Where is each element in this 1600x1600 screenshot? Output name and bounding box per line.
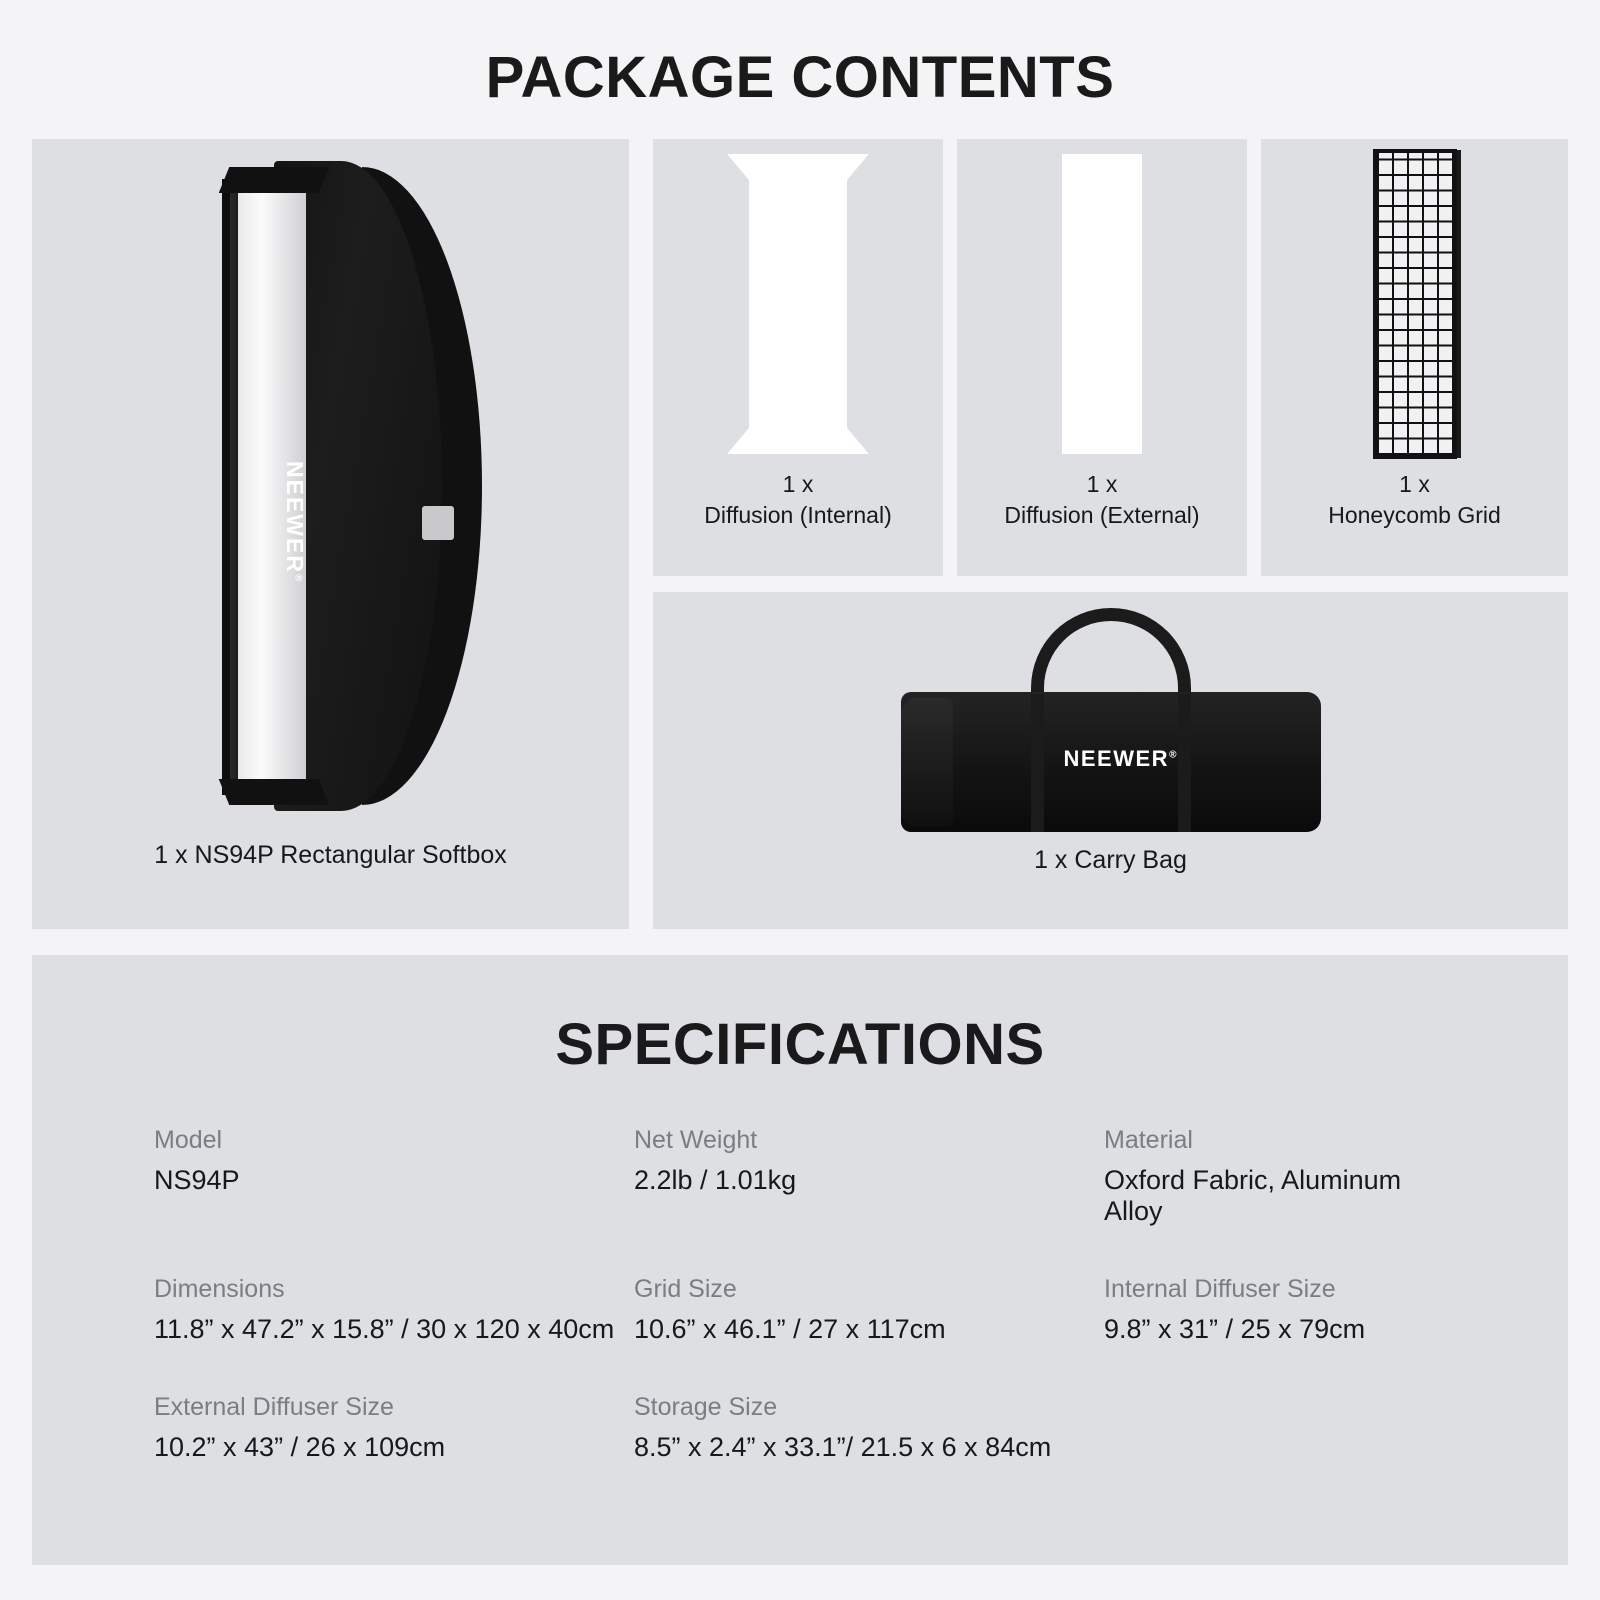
spec-value: 8.5” x 2.4” x 33.1”/ 21.5 x 6 x 84cm (634, 1432, 1052, 1462)
spec-value: 11.8” x 47.2” x 15.8” / 30 x 120 x 40cm (154, 1314, 615, 1344)
spec-item-material (1104, 1126, 1446, 1227)
spec-label: Storage Size (634, 1393, 778, 1421)
specifications-panel (32, 955, 1568, 1565)
softbox-bottom-bracket (219, 779, 330, 805)
package-item-diffusion-internal (653, 139, 943, 576)
diffusion-internal-caption (704, 469, 892, 531)
honeycomb-grid-qty: 1 x (1399, 471, 1430, 497)
package-item-diffusion-external (957, 139, 1247, 576)
package-item-honeycomb-grid (1261, 139, 1568, 576)
honeycomb-grid-caption (1328, 469, 1501, 531)
diffusion-internal-icon (653, 139, 943, 469)
carry-bag-icon (653, 592, 1568, 844)
specifications-grid (32, 1126, 1568, 1463)
spec-item-dimensions (154, 1275, 634, 1345)
spec-value: 10.2” x 43” / 26 x 109cm (154, 1432, 446, 1462)
package-item-softbox (32, 139, 629, 929)
spec-item-empty (1104, 1393, 1446, 1463)
diffusion-internal-qty: 1 x (782, 471, 814, 497)
carry-bag-caption: 1 x Carry Bag (1034, 846, 1187, 874)
softbox-top-bracket (219, 167, 330, 193)
spec-label: Grid Size (634, 1275, 737, 1303)
neewer-logo-bag: NEEWER® (1063, 746, 1178, 771)
softbox-speedring-mount (422, 506, 454, 540)
specifications-title: SPECIFICATIONS (555, 1012, 1045, 1077)
spec-item-storage-size (634, 1393, 1104, 1463)
spec-label: Dimensions (154, 1275, 285, 1303)
carry-bag-strap-left (1031, 694, 1044, 832)
softbox-caption: 1 x NS94P Rectangular Softbox (154, 840, 507, 869)
spec-item-grid-size (634, 1275, 1104, 1345)
diffusion-external-qty: 1 x (1086, 471, 1118, 497)
brand-text: NEEWER (1063, 746, 1170, 771)
diffusion-internal-label: Diffusion (Internal) (704, 502, 892, 529)
spec-value: 9.8” x 31” / 25 x 79cm (1104, 1314, 1366, 1344)
package-contents-title: PACKAGE CONTENTS (485, 45, 1115, 110)
carry-bag-endcap (901, 698, 953, 826)
spec-value: Oxford Fabric, Aluminum Alloy (1104, 1165, 1402, 1226)
spec-item-external-diffuser-size (154, 1393, 634, 1463)
package-contents-grid (32, 139, 1568, 929)
neewer-logo-softbox: NEEWER® (282, 461, 308, 584)
carry-bag-strap-right (1178, 694, 1191, 832)
spec-item-internal-diffuser-size (1104, 1275, 1446, 1345)
spec-label: Material (1104, 1126, 1193, 1154)
honeycomb-grid-label: Honeycomb Grid (1328, 502, 1501, 529)
spec-label: Internal Diffuser Size (1104, 1275, 1336, 1303)
spec-label: Net Weight (634, 1126, 758, 1154)
diffusion-external-icon (957, 139, 1247, 469)
diffusion-external-label: Diffusion (External) (1004, 502, 1200, 529)
spec-value: 10.6” x 46.1” / 27 x 117cm (634, 1314, 946, 1344)
package-item-carry-bag (653, 592, 1568, 929)
spec-value: 2.2lb / 1.01kg (634, 1165, 797, 1195)
diffusion-external-caption (1004, 469, 1199, 531)
spec-item-net-weight (634, 1126, 1104, 1227)
spec-value: NS94P (154, 1165, 240, 1195)
softbox-icon (32, 139, 629, 829)
spec-label: External Diffuser Size (154, 1393, 394, 1421)
honeycomb-grid-icon (1261, 139, 1568, 469)
brand-text: NEEWER (282, 461, 308, 574)
spec-label: Model (154, 1126, 223, 1154)
spec-item-model (154, 1126, 634, 1227)
